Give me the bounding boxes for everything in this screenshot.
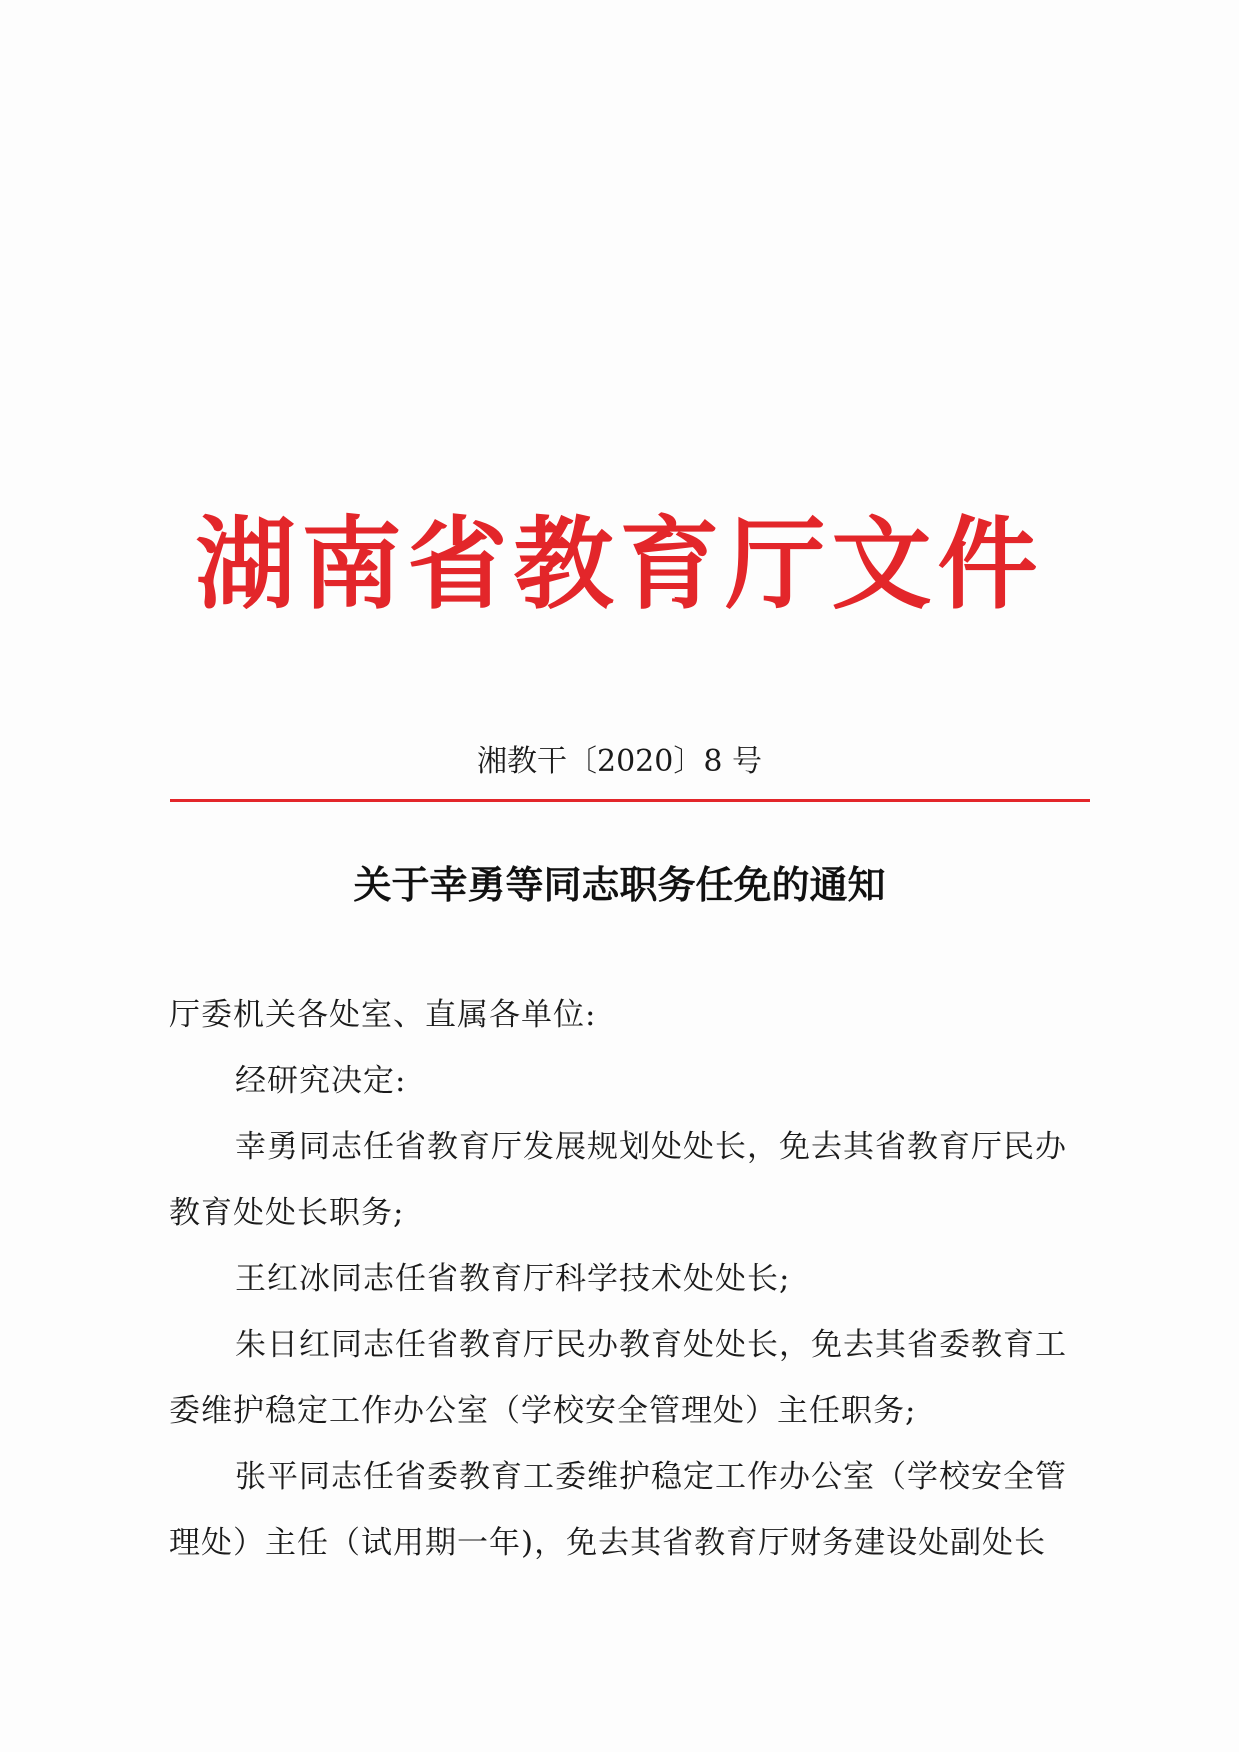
issuer-header-title: 湖南省教育厅文件 bbox=[195, 506, 1044, 623]
salutation: 厅委机关各处室、直属各单位: bbox=[169, 997, 597, 1033]
body-paragraph-appointment-4: 张平同志任省委教育工委维护稳定工作办公室（学校安全管理处）主任（试用期一年)，免去其省教育厅财务建设处副处长 bbox=[169, 1459, 1067, 1561]
body-paragraph-appointment-1: 幸勇同志任省教育厅发展规划处处长，免去其省教育厅民办教育处处长职务; bbox=[169, 1129, 1067, 1231]
notice-title: 关于幸勇等同志职务任免的通知 bbox=[353, 863, 886, 907]
body-paragraph-appointment-3: 朱日红同志任省教育厅民办教育处处长，免去其省委教育工委维护稳定工作办公室（学校安全管理处）主任职务; bbox=[169, 1327, 1067, 1429]
document-number: 湘教干〔2020〕8 号 bbox=[477, 744, 762, 779]
body-paragraph-appointment-2: 王红冰同志任省教育厅科学技术处处长; bbox=[235, 1261, 791, 1297]
body-paragraph-decision: 经研究决定: bbox=[235, 1063, 407, 1099]
red-divider-line bbox=[170, 799, 1090, 802]
notice-body bbox=[169, 982, 1089, 1576]
